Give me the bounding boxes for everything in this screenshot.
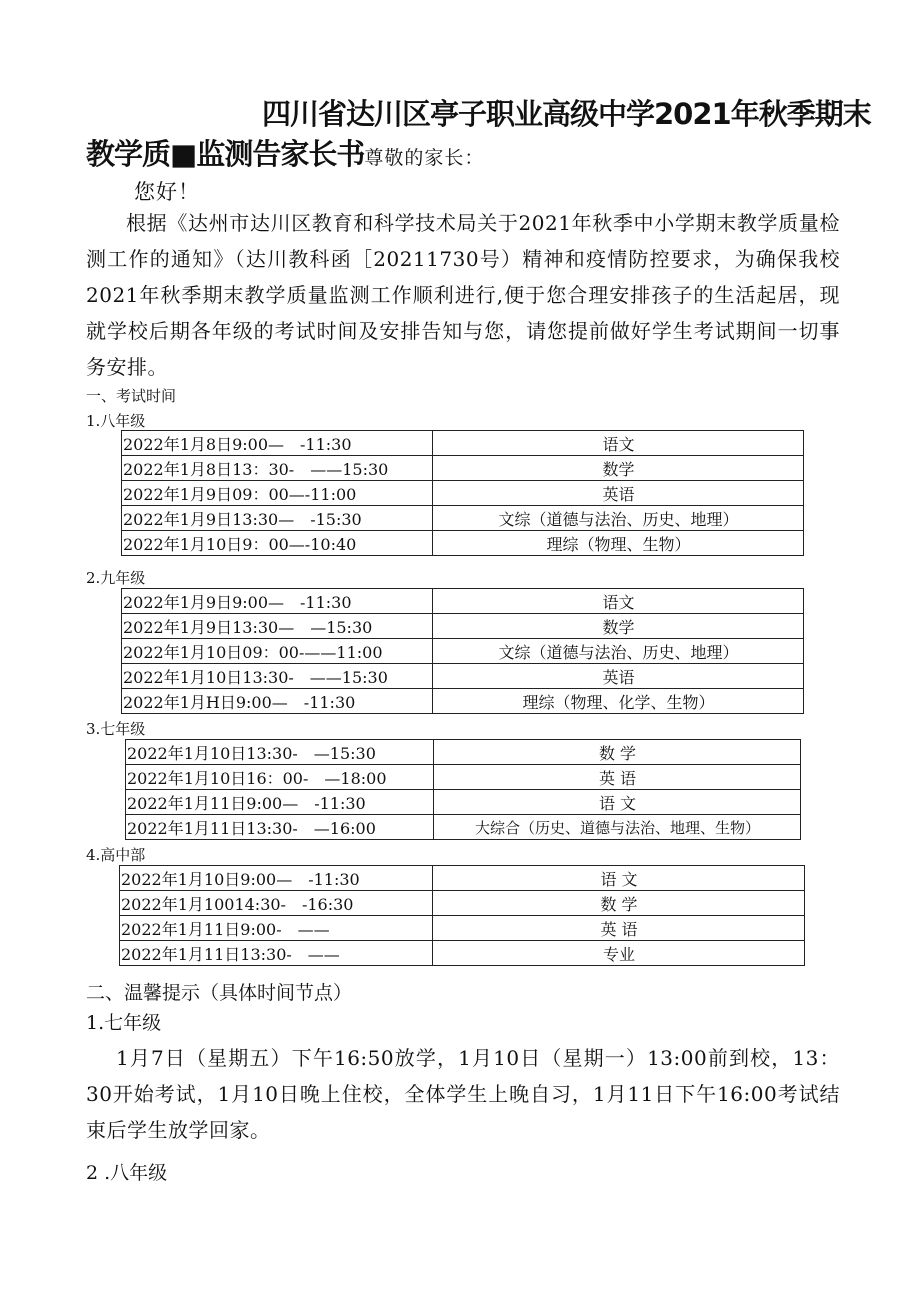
table-row bbox=[122, 639, 804, 664]
document-title-line2 bbox=[86, 132, 484, 173]
title-line2-text: 教学质■监测告家长书 bbox=[86, 137, 365, 171]
section2-heading: 二、温馨提示（具体时间节点） bbox=[86, 982, 353, 1004]
exam-time: 2022年1月10014:30- -16:30 bbox=[120, 891, 433, 916]
grade8-label: 1.八年级 bbox=[86, 412, 146, 430]
table-row bbox=[120, 916, 805, 941]
table-row bbox=[122, 664, 804, 689]
grade7-schedule-table bbox=[125, 739, 801, 840]
exam-time: 2022年1月10日16：00- —18:00 bbox=[126, 765, 434, 790]
exam-subject: 语文 bbox=[433, 589, 804, 614]
high-school-label: 4.高中部 bbox=[86, 846, 146, 864]
table-row bbox=[126, 815, 801, 840]
grade8-schedule-table bbox=[121, 430, 804, 556]
exam-time: 2022年1月11日13:30- —16:00 bbox=[126, 815, 434, 840]
exam-time: 2022年1月8日13：30- ——15:30 bbox=[122, 456, 433, 481]
exam-time: 2022年1月10日09：00-——11:00 bbox=[122, 639, 433, 664]
table-row bbox=[122, 481, 804, 506]
section2-grade7-label: 1.七年级 bbox=[86, 1012, 162, 1034]
exam-subject: 大综合（历史、道德与法治、地理、生物） bbox=[434, 815, 801, 840]
document-title-line1: 四川省达川区亭子职业高级中学2021年秋季期末 bbox=[262, 97, 871, 131]
section2-grade8-label: 2 .八年级 bbox=[86, 1162, 168, 1184]
exam-subject: 数 学 bbox=[434, 740, 801, 765]
exam-time: 2022年1月11日9:00— -11:30 bbox=[126, 790, 434, 815]
exam-subject: 语文 bbox=[433, 431, 804, 456]
grade7-label: 3.七年级 bbox=[86, 720, 146, 738]
table-row bbox=[122, 689, 804, 714]
exam-time: 2022年1月9日09：00—-11:00 bbox=[122, 481, 433, 506]
section1-heading: 一、考试时间 bbox=[86, 387, 177, 405]
exam-subject: 专业 bbox=[433, 941, 805, 966]
table-row bbox=[120, 891, 805, 916]
exam-time: 2022年1月8日9:00— -11:30 bbox=[122, 431, 433, 456]
table-row bbox=[120, 941, 805, 966]
table-row bbox=[122, 531, 804, 556]
table-row bbox=[122, 506, 804, 531]
exam-time: 2022年1月H日9:00— -11:30 bbox=[122, 689, 433, 714]
exam-subject: 语 文 bbox=[433, 866, 805, 891]
greeting: 尊敬的家长： bbox=[364, 147, 485, 169]
hello-text: 您好！ bbox=[134, 180, 200, 204]
table-row bbox=[122, 431, 804, 456]
table-row bbox=[120, 866, 805, 891]
table-row bbox=[122, 614, 804, 639]
exam-subject: 文综（道德与法治、历史、地理） bbox=[433, 506, 804, 531]
letter-body: 根据《达州市达川区教育和科学技术局关于2021年秋季中小学期末教学质量检测工作的通知》（达川教科函［20211730号）精神和疫情防控要求，为确保我校2021年秋季期末教学质量监测工作顺利进行,便于您合理安排孩子的生活起居，现就学校后期各年级的考试时间及安排告知与您，请您提前做好学生考试期间一切事务安排。 bbox=[86, 211, 840, 379]
grade9-label: 2.九年级 bbox=[86, 569, 146, 587]
table-row bbox=[126, 740, 801, 765]
exam-subject: 语 文 bbox=[434, 790, 801, 815]
table-row bbox=[122, 589, 804, 614]
exam-subject: 文综（道德与法治、历史、地理） bbox=[433, 639, 804, 664]
section2-grade7-text: 1月7日（星期五）下午16:50放学，1月10日（星期一）13:00前到校，13：30开始考试，1月10日晚上住校，全体学生上晚自习，1月11日下午16:00考试结束后学生放学回家。 bbox=[86, 1046, 840, 1142]
exam-subject: 理综（物理、生物） bbox=[433, 531, 804, 556]
table-row bbox=[122, 456, 804, 481]
exam-subject: 英 语 bbox=[433, 916, 805, 941]
exam-time: 2022年1月9日13:30— -15:30 bbox=[122, 506, 433, 531]
exam-time: 2022年1月10日9:00— -11:30 bbox=[120, 866, 433, 891]
grade9-schedule-table bbox=[121, 588, 804, 714]
exam-subject: 英语 bbox=[433, 481, 804, 506]
exam-subject: 数学 bbox=[433, 614, 804, 639]
exam-time: 2022年1月11日9:00- —— bbox=[120, 916, 433, 941]
exam-subject: 英语 bbox=[433, 664, 804, 689]
exam-time: 2022年1月9日9:00— -11:30 bbox=[122, 589, 433, 614]
exam-time: 2022年1月10日13:30- ——15:30 bbox=[122, 664, 433, 689]
exam-subject: 数学 bbox=[433, 456, 804, 481]
exam-subject: 数 学 bbox=[433, 891, 805, 916]
exam-time: 2022年1月10日9：00—-10:40 bbox=[122, 531, 433, 556]
exam-subject: 理综（物理、化学、生物） bbox=[433, 689, 804, 714]
exam-time: 2022年1月11日13:30- —— bbox=[120, 941, 433, 966]
exam-time: 2022年1月9日13:30— —15:30 bbox=[122, 614, 433, 639]
table-row bbox=[126, 790, 801, 815]
high-school-schedule-table bbox=[119, 865, 805, 966]
table-row bbox=[126, 765, 801, 790]
exam-time: 2022年1月10日13:30- —15:30 bbox=[126, 740, 434, 765]
exam-subject: 英 语 bbox=[434, 765, 801, 790]
